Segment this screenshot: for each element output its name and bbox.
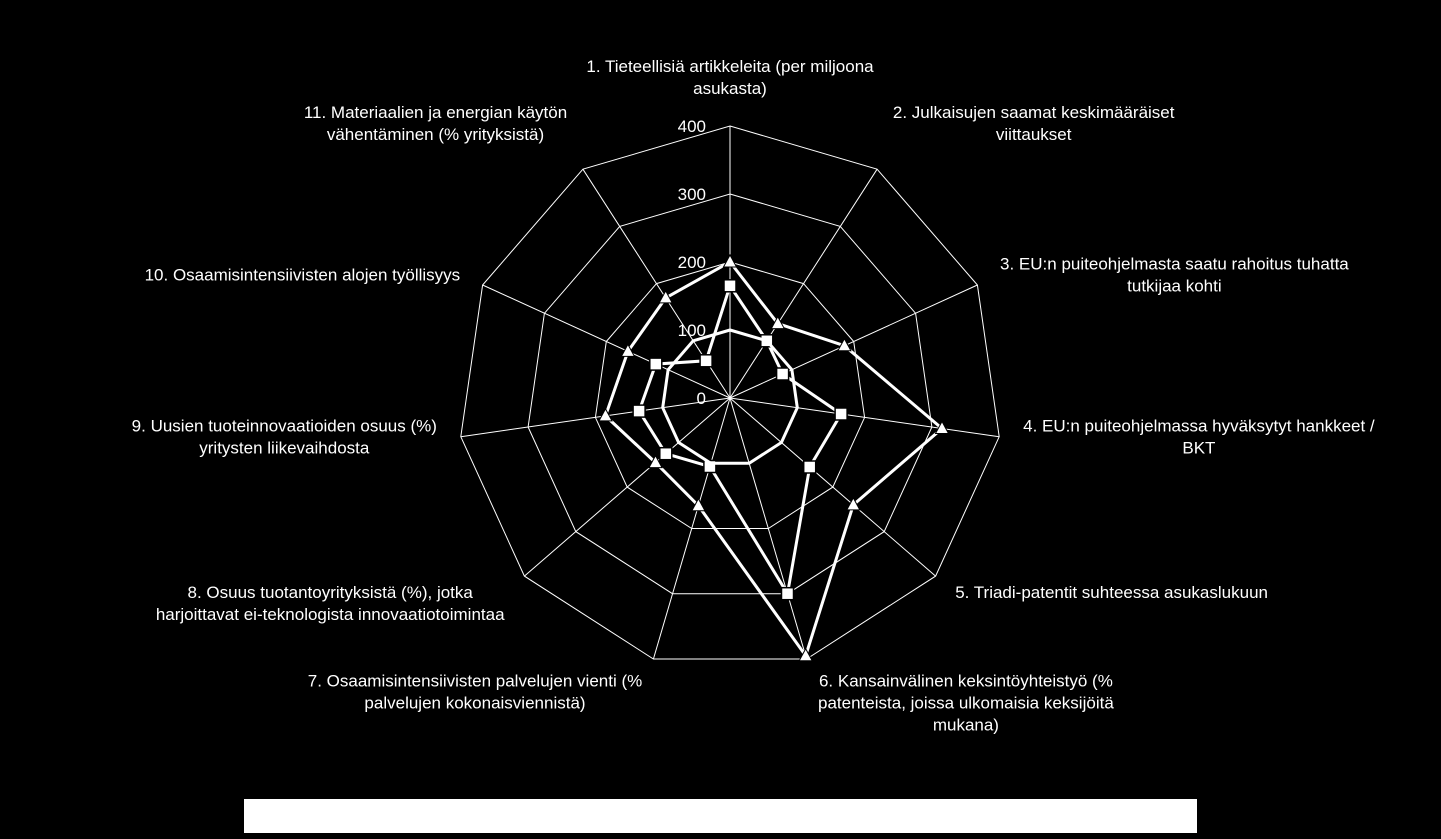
axis-label: 5. Triadi-patentit suhteessa asukaslukuun — [955, 582, 1269, 602]
series-point — [782, 588, 794, 600]
tick-label: 200 — [677, 253, 706, 272]
axis-label: 11. Materiaalien ja energian käytön vähentäminen (% yrityksistä) — [303, 103, 568, 144]
tick-label: 400 — [677, 117, 706, 136]
axis-label: 7. Osaamisintensiivisten palvelujen vienti (% palvelujen kokonaisviennistä) — [307, 671, 643, 713]
series-point — [700, 355, 712, 367]
axis-spoke — [461, 398, 730, 437]
radar-series — [599, 255, 949, 661]
radar-grid — [461, 126, 999, 659]
series-point — [633, 405, 645, 417]
axis-spoke — [730, 169, 877, 398]
radar-axis-labels — [132, 57, 1375, 734]
tick-label: 300 — [677, 185, 706, 204]
series-point — [660, 448, 672, 460]
series-point — [724, 280, 736, 292]
axis-label: 4. EU:n puiteohjelmassa hyväksytyt hankkeet / BKT — [1023, 416, 1375, 458]
tick-label: 100 — [677, 321, 706, 340]
axis-label: 1. Tieteellisiä artikkeleita (per miljoona asukasta) — [586, 57, 874, 98]
axis-label: 3. EU:n puiteohjelmasta saatu rahoitus tuhatta tutkijaa kohti — [1000, 254, 1349, 296]
series-point — [835, 408, 847, 420]
legend-box — [244, 799, 1197, 833]
axis-label: 8. Osuus tuotantoyrityksistä (%), jotka harjoittavat ei-teknologista innovaatiotoimintaa — [155, 582, 505, 624]
axis-label: 10. Osaamisintensiivisten alojen työllisyys — [144, 265, 461, 285]
series-point — [724, 255, 737, 267]
axis-label: 6. Kansainvälinen keksintöyhteistyö (% patenteista, joissa ulkomaisia keksijöitä mukana) — [818, 671, 1114, 735]
axis-label: 2. Julkaisujen saamat keskimääräiset viittaukset — [892, 103, 1175, 144]
series-point — [650, 358, 662, 370]
series-point — [777, 368, 789, 380]
series-point — [804, 461, 816, 473]
tick-label: 0 — [696, 389, 706, 408]
axis-spoke — [730, 398, 999, 437]
axis-label: 9. Uusien tuoteinnovaatioiden osuus (%) yritysten liikevaihdosta — [131, 416, 437, 458]
